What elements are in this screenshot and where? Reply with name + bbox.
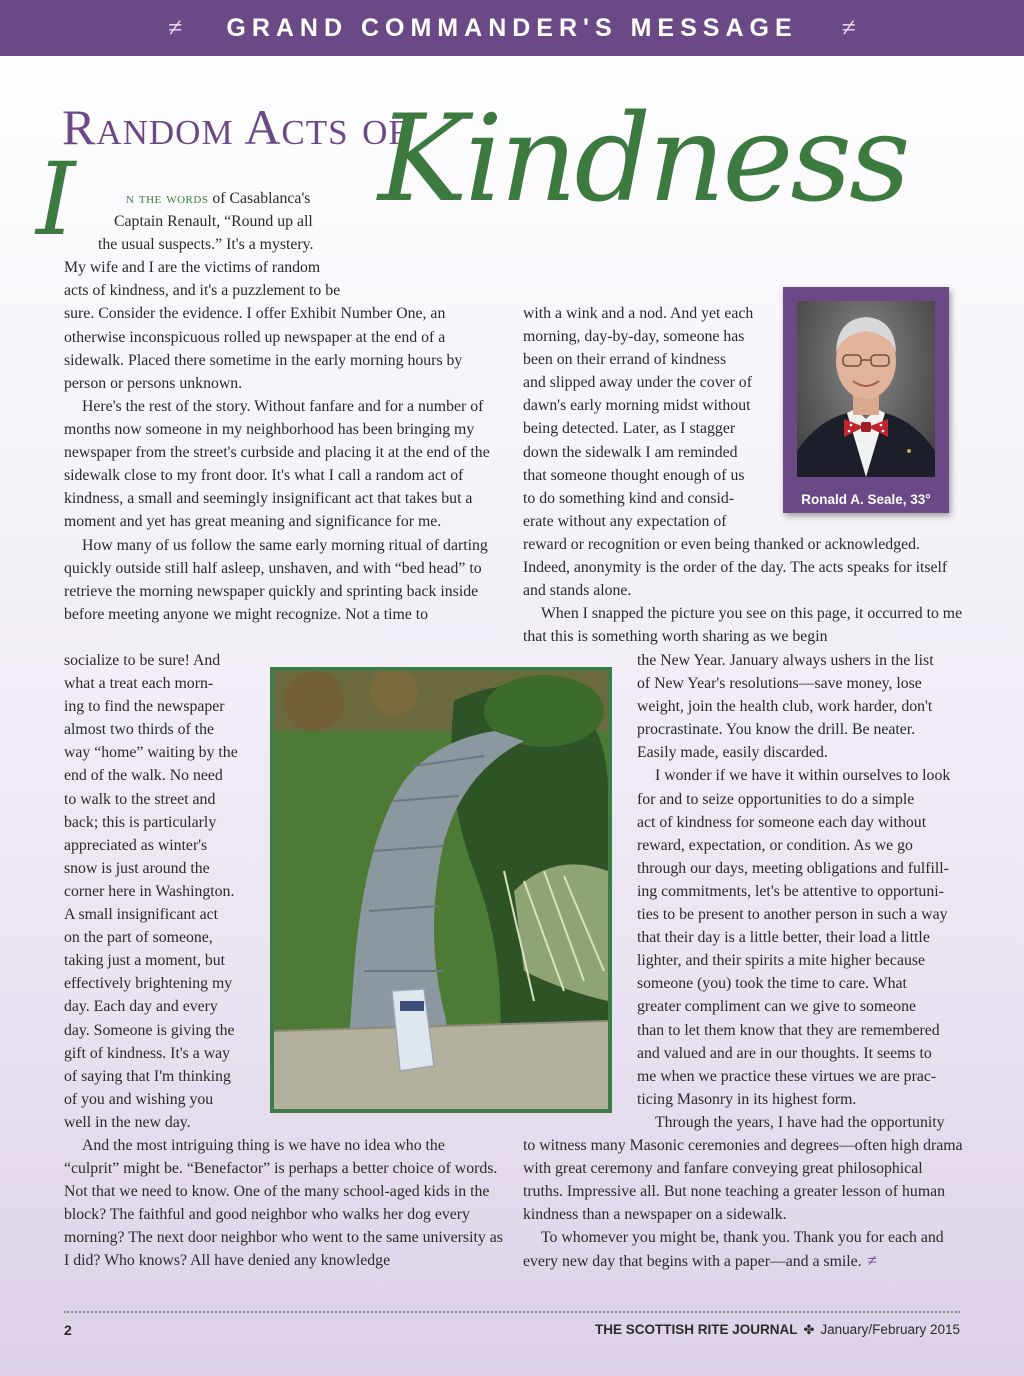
text-line: appreciated as winter's bbox=[64, 836, 208, 854]
text-line: A small insignificant act bbox=[64, 906, 218, 924]
separator-icon: ✤ bbox=[803, 1322, 815, 1337]
text-line: been on their errand of kindness bbox=[523, 351, 727, 369]
text-line: of New Year's resolutions—save money, lose bbox=[637, 675, 922, 693]
paragraph: When I snapped the picture you see on this page, it occurred to me that this is something worth sharing as we begin bbox=[523, 605, 963, 646]
issue-date: January/February 2015 bbox=[820, 1322, 960, 1337]
text-line: effectively brightening my bbox=[64, 975, 233, 993]
text-line: down the sidewalk I am reminded bbox=[523, 443, 738, 461]
text-line: I wonder if we have it within ourselves to look bbox=[655, 767, 951, 785]
ornament-icon: ≠ bbox=[168, 13, 183, 42]
text-line: ties to be present to another person in such a way bbox=[637, 906, 948, 924]
page-number: 2 bbox=[64, 1322, 72, 1338]
headline-line1: Random Acts of bbox=[62, 99, 409, 155]
text-line: gift of kindness. It's a way bbox=[64, 1044, 231, 1062]
text-line: reward, expectation, or condition. As we go bbox=[637, 836, 913, 854]
text-line: of saying that I'm thinking bbox=[64, 1067, 231, 1085]
text-line: taking just a moment, but bbox=[64, 952, 226, 970]
end-ornament-icon: ≠ bbox=[867, 1251, 877, 1271]
text-line: through our days, meeting obligations and fulfill- bbox=[637, 859, 949, 877]
text-line: of you and wishing you bbox=[64, 1090, 214, 1108]
article-opening: n the words of Casablanca's Captain Renault, “Round up all the usual suspects.” It's a mystery. My wife and I are the victims of random acts of kindness, and it's a puzzlement to be sure. Consider the evidence. I offer Exhibit Number One, an otherwise inconspicuous rolled up newspaper at the end of a sidewalk. Placed there sometime in the early morning hours by person or persons unknown. bbox=[64, 187, 504, 395]
text-line: than to let them know that they are remembered bbox=[637, 1021, 940, 1039]
text-line: Through the years, I have had the opportunity bbox=[655, 1113, 945, 1131]
portrait-image bbox=[797, 301, 935, 477]
text-line: and slipped away under the cover of bbox=[523, 374, 752, 392]
text-line: someone (you) took the time to care. What bbox=[637, 975, 907, 993]
text-line: procrastinate. You know the drill. Be neater. bbox=[637, 721, 916, 739]
text-line: weight, join the health club, work harder, don't bbox=[637, 698, 933, 716]
article-column-2-end bbox=[523, 1134, 963, 1274]
text-line: ticing Masonry in its highest form. bbox=[637, 1090, 857, 1108]
text-line: day. Each day and every bbox=[64, 998, 218, 1016]
article-column-2-top bbox=[523, 302, 778, 533]
text-line: day. Someone is giving the bbox=[64, 1021, 235, 1039]
article-column-1-end bbox=[64, 1134, 504, 1273]
section-banner bbox=[0, 0, 1024, 56]
text-line: Captain Renault, “Round up all bbox=[114, 213, 313, 231]
paragraph: How many of us follow the same early morning ritual of darting quickly outside still half asleep, unshaven, and with “bed head” to retrieve the morning newspaper quickly and sprinting back inside before meeting anyone we might recognize. Not a time to bbox=[64, 536, 488, 623]
text-line: being detected. Later, as I stagger bbox=[523, 420, 736, 438]
author-portrait bbox=[783, 287, 949, 513]
text-line: me when we practice these virtues we are prac- bbox=[637, 1067, 937, 1085]
text-line: act of kindness for someone each day without bbox=[637, 813, 927, 831]
text-line: otherwise inconspicuous rolled up newspaper at the end of a bbox=[64, 328, 446, 346]
text-line: the New Year. January always ushers in the list bbox=[637, 652, 934, 669]
paragraph: reward or recognition or even being thanked or acknowledged. Indeed, anonymity is the order of the day. The acts speaks for itself and stands alone. bbox=[523, 536, 948, 600]
lead-words: n the words bbox=[126, 190, 209, 207]
paragraph: to witness many Masonic ceremonies and degrees—often high drama with great ceremony and fanfare conveying great philosophical truths. Impressive all. But none teaching a greater lesson of human kindness than a newspaper on a sidewalk. bbox=[523, 1137, 963, 1224]
text-line: person or persons unknown. bbox=[64, 374, 243, 392]
portrait-caption: Ronald A. Seale, 33° bbox=[801, 492, 931, 507]
text-line: acts of kindness, and it's a puzzlement to be bbox=[64, 282, 341, 300]
text-line: socialize to be sure! And bbox=[64, 652, 221, 669]
text-line: to walk to the street and bbox=[64, 790, 216, 808]
drop-cap: I bbox=[36, 141, 76, 258]
sidewalk-photo bbox=[270, 667, 612, 1113]
text-line: snow is just around the bbox=[64, 859, 210, 877]
text-line: dawn's early morning midst without bbox=[523, 397, 751, 415]
text-line: to do something kind and consid- bbox=[523, 489, 735, 507]
text-line: for and to seize opportunities to do a simple bbox=[637, 790, 915, 808]
ornament-icon: ≠ bbox=[841, 13, 856, 42]
paragraph bbox=[523, 1226, 963, 1273]
text-line: that someone thought enough of us bbox=[523, 466, 745, 484]
text-line: and valued and are in our thoughts. It seems to bbox=[637, 1044, 932, 1062]
article-column-2-continued bbox=[523, 533, 963, 648]
footer-publication bbox=[595, 1322, 960, 1338]
text-line: erate without any expectation of bbox=[523, 512, 727, 530]
text-line: morning, day-by-day, someone has bbox=[523, 328, 745, 346]
article-column-1 bbox=[64, 395, 504, 626]
text-line: back; this is particularly bbox=[64, 813, 217, 831]
text-line: My wife and I are the victims of random bbox=[64, 259, 321, 277]
text-line: Easily made, easily discarded. bbox=[637, 744, 828, 762]
text-line: what a treat each morn- bbox=[64, 675, 214, 693]
text-line: with a wink and a nod. And yet each bbox=[523, 305, 754, 322]
text-line: the usual suspects.” It's a mystery. bbox=[98, 236, 314, 254]
text-line: well in the new day. bbox=[64, 1113, 191, 1131]
text-line: ing commitments, let's be attentive to opportuni- bbox=[637, 882, 944, 900]
text-line: almost two thirds of the bbox=[64, 721, 215, 739]
text-line: way “home” waiting by the bbox=[64, 744, 238, 762]
text-line: that their day is a little better, their load a little bbox=[637, 929, 930, 947]
text-line: end of the walk. No need bbox=[64, 767, 223, 785]
text-line: corner here in Washington. bbox=[64, 882, 235, 900]
text-line: greater compliment can we give to someone bbox=[637, 998, 916, 1016]
publication-name: THE SCOTTISH RITE JOURNAL bbox=[594, 1322, 798, 1337]
article-column-2-narrow bbox=[637, 649, 967, 1134]
section-title: GRAND COMMANDER'S MESSAGE bbox=[226, 13, 798, 42]
closing-text: To whomever you might be, thank you. Thank you for each and every new day that begins with a paper—and a smile. bbox=[523, 1229, 944, 1271]
text-line: on the part of someone, bbox=[64, 929, 213, 947]
article-column-1-narrow bbox=[64, 649, 264, 1134]
text-line: lighter, and their spirits a mite higher because bbox=[637, 952, 926, 970]
footer-divider bbox=[64, 1311, 960, 1313]
headline-script: Kindness bbox=[378, 90, 908, 229]
text-line: sure. Consider the evidence. I offer Exhibit Number One, an bbox=[64, 305, 446, 323]
paragraph: Here's the rest of the story. Without fanfare and for a number of months now someone in my neighborhood has been bringing my newspaper from the street's curbside and placing it at the end of the sidewalk close to my front door. It's what I call a random act of kindness, a small and seemingly insignificant act that takes but a moment and yet has great meaning and significance for me. bbox=[64, 398, 490, 531]
paragraph: And the most intriguing thing is we have no idea who the “culprit” might be. “Benefactor” is perhaps a better choice of words. Not that we need to know. One of the many school-aged kids in the block? The faithful and good neighbor who walks her dog every morning? The next door neighbor who went to the same university as I did? Who knows? All have denied any knowledge bbox=[64, 1137, 503, 1270]
text-line: sidewalk. Placed there sometime in the early morning hours by bbox=[64, 351, 463, 369]
text-line: ing to find the newspaper bbox=[64, 698, 225, 716]
